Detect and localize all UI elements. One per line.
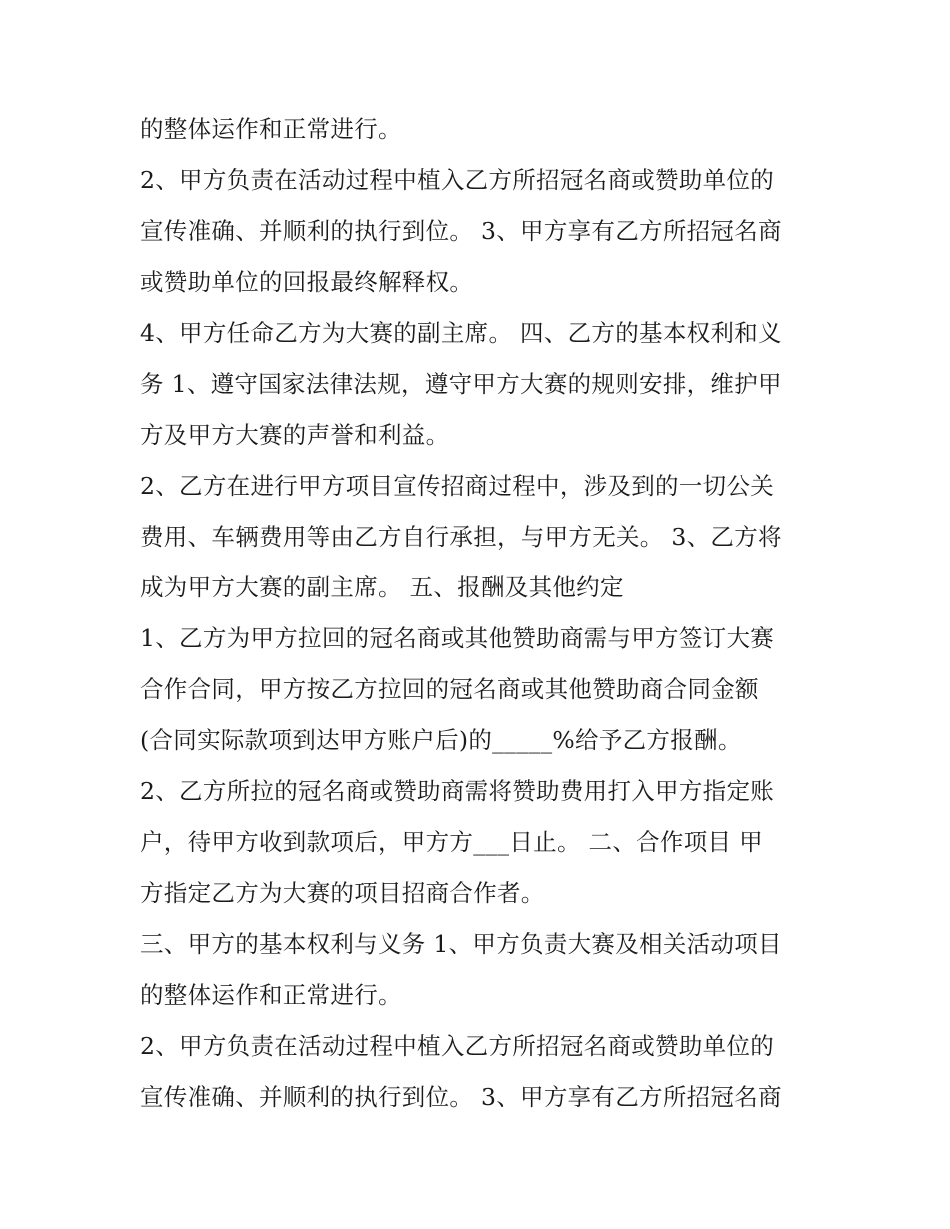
text-line: 的整体运作和正常进行。 xyxy=(140,115,402,143)
text-line: 1、乙方为甲方拉回的冠名商或其他赞助商需与甲方签订大赛 xyxy=(140,624,775,652)
text-line: 方及甲方大赛的声誉和利益。 xyxy=(140,421,450,449)
text-line: 方指定乙方为大赛的项目招商合作者。 xyxy=(140,879,545,907)
text-line: 2、甲方负责在活动过程中植入乙方所招冠名商或赞助单位的 xyxy=(140,166,775,194)
text-line: 2、乙方在进行甲方项目宣传招商过程中，涉及到的一切公关 xyxy=(140,472,775,500)
text-line: 的整体运作和正常进行。 xyxy=(140,981,402,1009)
text-line: 2、甲方负责在活动过程中植入乙方所招冠名商或赞助单位的 xyxy=(140,1032,775,1060)
text-line: 户，待甲方收到款项后，甲方方___日止。 二、合作项目 甲 xyxy=(140,828,763,856)
text-line: (合同实际款项到达甲方账户后)的_____%给予乙方报酬。 xyxy=(140,726,742,754)
text-line: 三、甲方的基本权利与义务 1、甲方负责大赛及相关活动项目 xyxy=(140,930,782,958)
text-line: 费用、车辆费用等由乙方自行承担，与甲方无关。 3、乙方将 xyxy=(140,523,782,551)
text-line: 务 1、遵守国家法律法规，遵守甲方大赛的规则安排，维护甲 xyxy=(140,370,782,398)
text-line: 4、甲方任命乙方为大赛的副主席。 四、乙方的基本权利和义 xyxy=(140,319,782,347)
text-line: 或赞助单位的回报最终解释权。 xyxy=(140,268,474,296)
text-line: 2、乙方所拉的冠名商或赞助商需将赞助费用打入甲方指定账 xyxy=(140,777,775,805)
text-line: 宣传准确、并顺利的执行到位。 3、甲方享有乙方所招冠名商 xyxy=(140,1083,782,1111)
text-line: 宣传准确、并顺利的执行到位。 3、甲方享有乙方所招冠名商 xyxy=(140,217,782,245)
text-line: 成为甲方大赛的副主席。 五、报酬及其他约定 xyxy=(140,573,624,601)
text-line: 合作合同，甲方按乙方拉回的冠名商或其他赞助商合同金额 xyxy=(140,675,759,703)
